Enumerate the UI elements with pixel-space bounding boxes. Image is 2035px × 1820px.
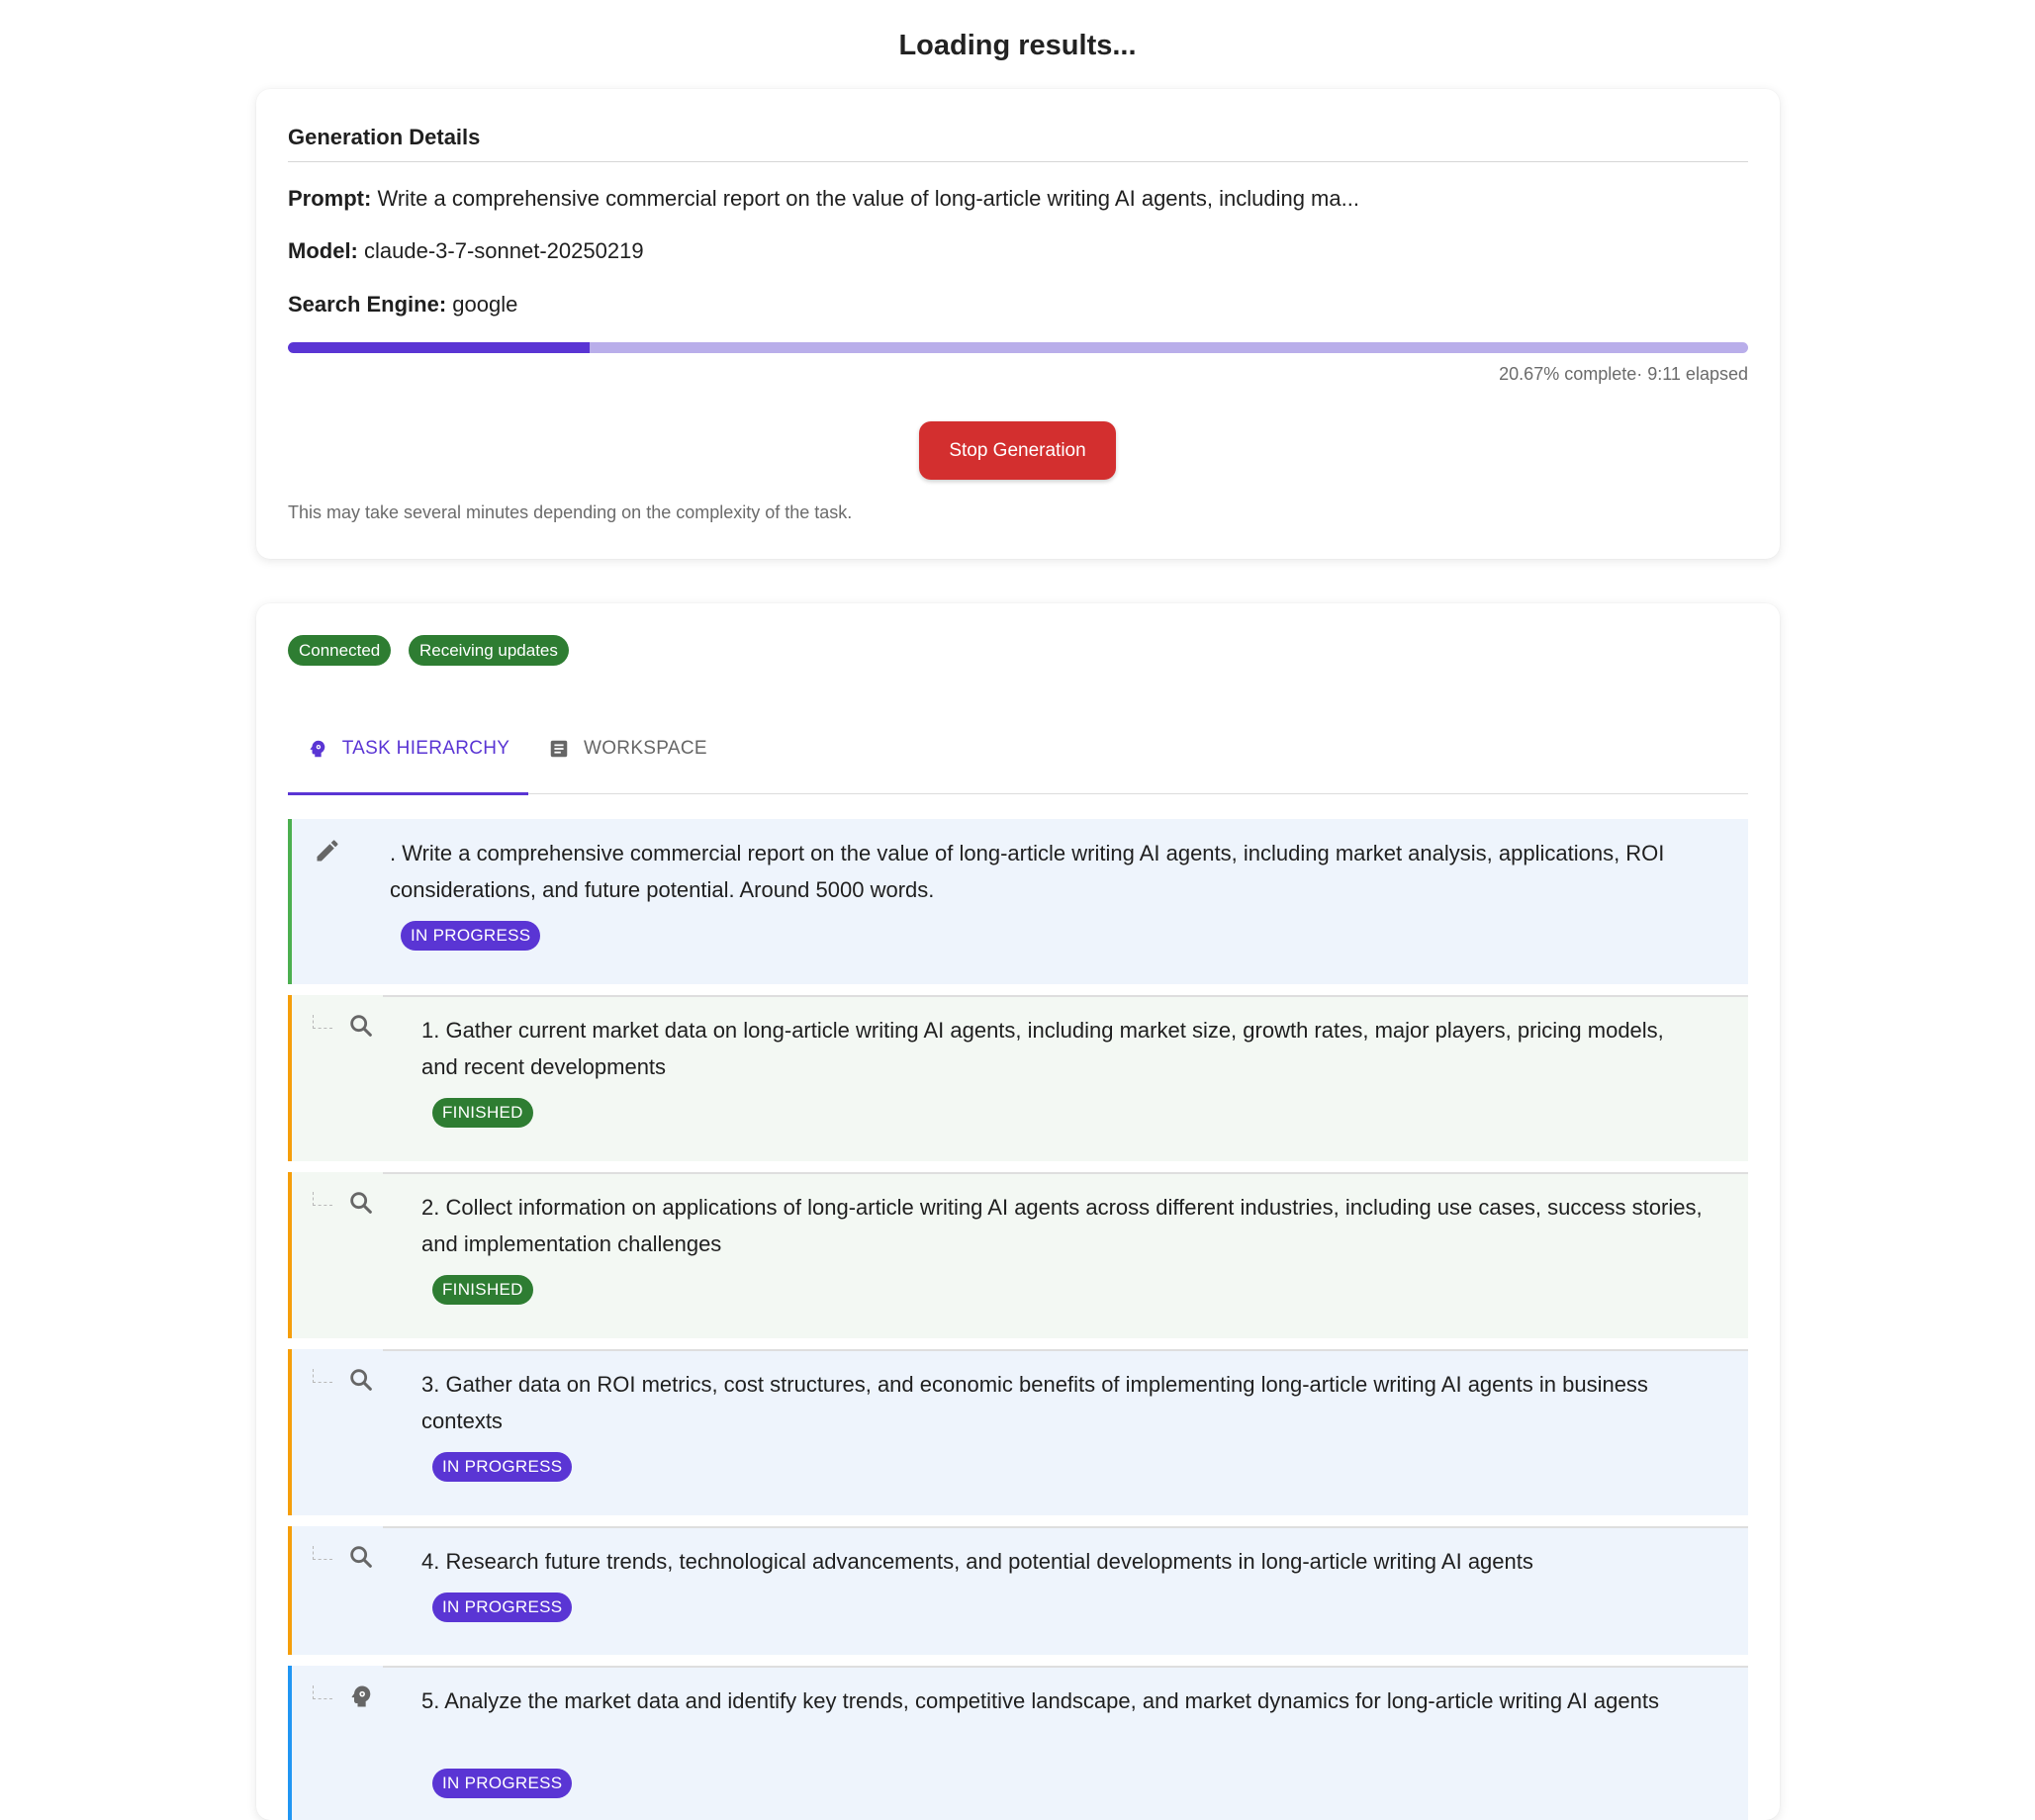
task-level-bar — [288, 819, 292, 984]
tree-connector — [313, 1015, 332, 1029]
task-item[interactable] — [288, 1172, 1748, 1338]
task-status-badge: IN PROGRESS — [432, 1769, 572, 1798]
task-level-bar — [288, 1349, 292, 1515]
task-separator — [383, 1666, 1748, 1668]
connected-status-chip: Connected — [288, 635, 391, 666]
brain-head-icon — [347, 1683, 375, 1710]
task-item[interactable] — [288, 1666, 1748, 1820]
task-text: 5. Analyze the market data and identify key trends, competitive landscape, and market dynamics for long-article writing AI agents — [421, 1688, 1659, 1713]
task-status-badge: IN PROGRESS — [401, 921, 540, 951]
task-root[interactable] — [288, 819, 1748, 984]
tab-task-hierarchy[interactable] — [288, 702, 528, 794]
tab-bar — [288, 702, 1748, 794]
progress-bar — [288, 342, 1748, 353]
generation-details-card — [256, 89, 1780, 559]
model-label: Model: — [288, 238, 358, 263]
prompt-value: Write a comprehensive commercial report on the value of long-article writing AI agents, including ma... — [377, 186, 1359, 211]
search-icon — [347, 1543, 375, 1571]
tree-connector — [313, 1546, 332, 1560]
tab-workspace[interactable] — [528, 702, 707, 794]
task-level-bar — [288, 1172, 292, 1338]
task-status-badge: IN PROGRESS — [432, 1592, 572, 1622]
task-separator — [383, 1349, 1748, 1351]
tab-task-hierarchy-label: TASK HIERARCHY — [341, 737, 510, 759]
task-separator — [383, 1526, 1748, 1528]
details-title: Generation Details — [288, 125, 481, 149]
stop-generation-button[interactable]: Stop Generation — [919, 421, 1116, 480]
task-text: 2. Collect information on applications of long-article writing AI agents across different industries, including use cases, success stories, and implementation challenges — [421, 1195, 1703, 1256]
tree-connector — [313, 1685, 332, 1699]
search-engine-value: google — [452, 292, 518, 317]
task-text: . Write a comprehensive commercial report on the value of long-article writing AI agents, including market analysis, applications, ROI considerations, and future potential. Around 5000 words. — [390, 841, 1665, 902]
search-icon — [347, 1012, 375, 1040]
divider — [288, 161, 1748, 162]
task-text: 4. Research future trends, technological advancements, and potential developments in long-article writing AI agents — [421, 1549, 1533, 1574]
task-level-bar — [288, 995, 292, 1161]
prompt-row — [288, 186, 1359, 212]
task-status-badge: FINISHED — [432, 1275, 533, 1305]
tree-connector — [313, 1369, 332, 1383]
task-item[interactable] — [288, 1349, 1748, 1515]
pencil-icon — [314, 837, 341, 864]
task-level-bar — [288, 1526, 292, 1655]
task-item[interactable] — [288, 1526, 1748, 1655]
task-text: 3. Gather data on ROI metrics, cost structures, and economic benefits of implementing long-article writing AI agents in business contexts — [421, 1372, 1648, 1433]
page-title: Loading results... — [898, 30, 1137, 61]
model-value: claude-3-7-sonnet-20250219 — [364, 238, 644, 263]
search-icon — [347, 1366, 375, 1394]
task-panel-card — [256, 603, 1780, 1820]
model-row — [288, 238, 644, 264]
task-level-bar — [288, 1666, 292, 1820]
tree-connector — [313, 1192, 332, 1206]
tab-workspace-label: WORKSPACE — [584, 737, 707, 759]
search-icon — [347, 1189, 375, 1217]
task-separator — [383, 995, 1748, 997]
brain-head-icon — [307, 738, 328, 760]
prompt-label: Prompt: — [288, 186, 372, 211]
task-text: 1. Gather current market data on long-article writing AI agents, including market size, growth rates, major players, pricing models, and recent developments — [421, 1018, 1664, 1079]
hint-text: This may take several minutes depending on the complexity of the task. — [288, 502, 853, 522]
search-engine-label: Search Engine: — [288, 292, 447, 317]
task-status-badge: IN PROGRESS — [432, 1452, 572, 1482]
task-separator — [383, 1172, 1748, 1174]
task-item[interactable] — [288, 995, 1748, 1161]
active-tab-indicator — [288, 792, 528, 795]
document-icon — [548, 738, 570, 760]
progress-status-text: 20.67% complete· 9:11 elapsed — [1499, 364, 1748, 384]
receiving-updates-chip: Receiving updates — [409, 635, 569, 666]
progress-bar-fill — [288, 342, 590, 353]
task-status-badge: FINISHED — [432, 1098, 533, 1128]
search-engine-row — [288, 292, 517, 318]
